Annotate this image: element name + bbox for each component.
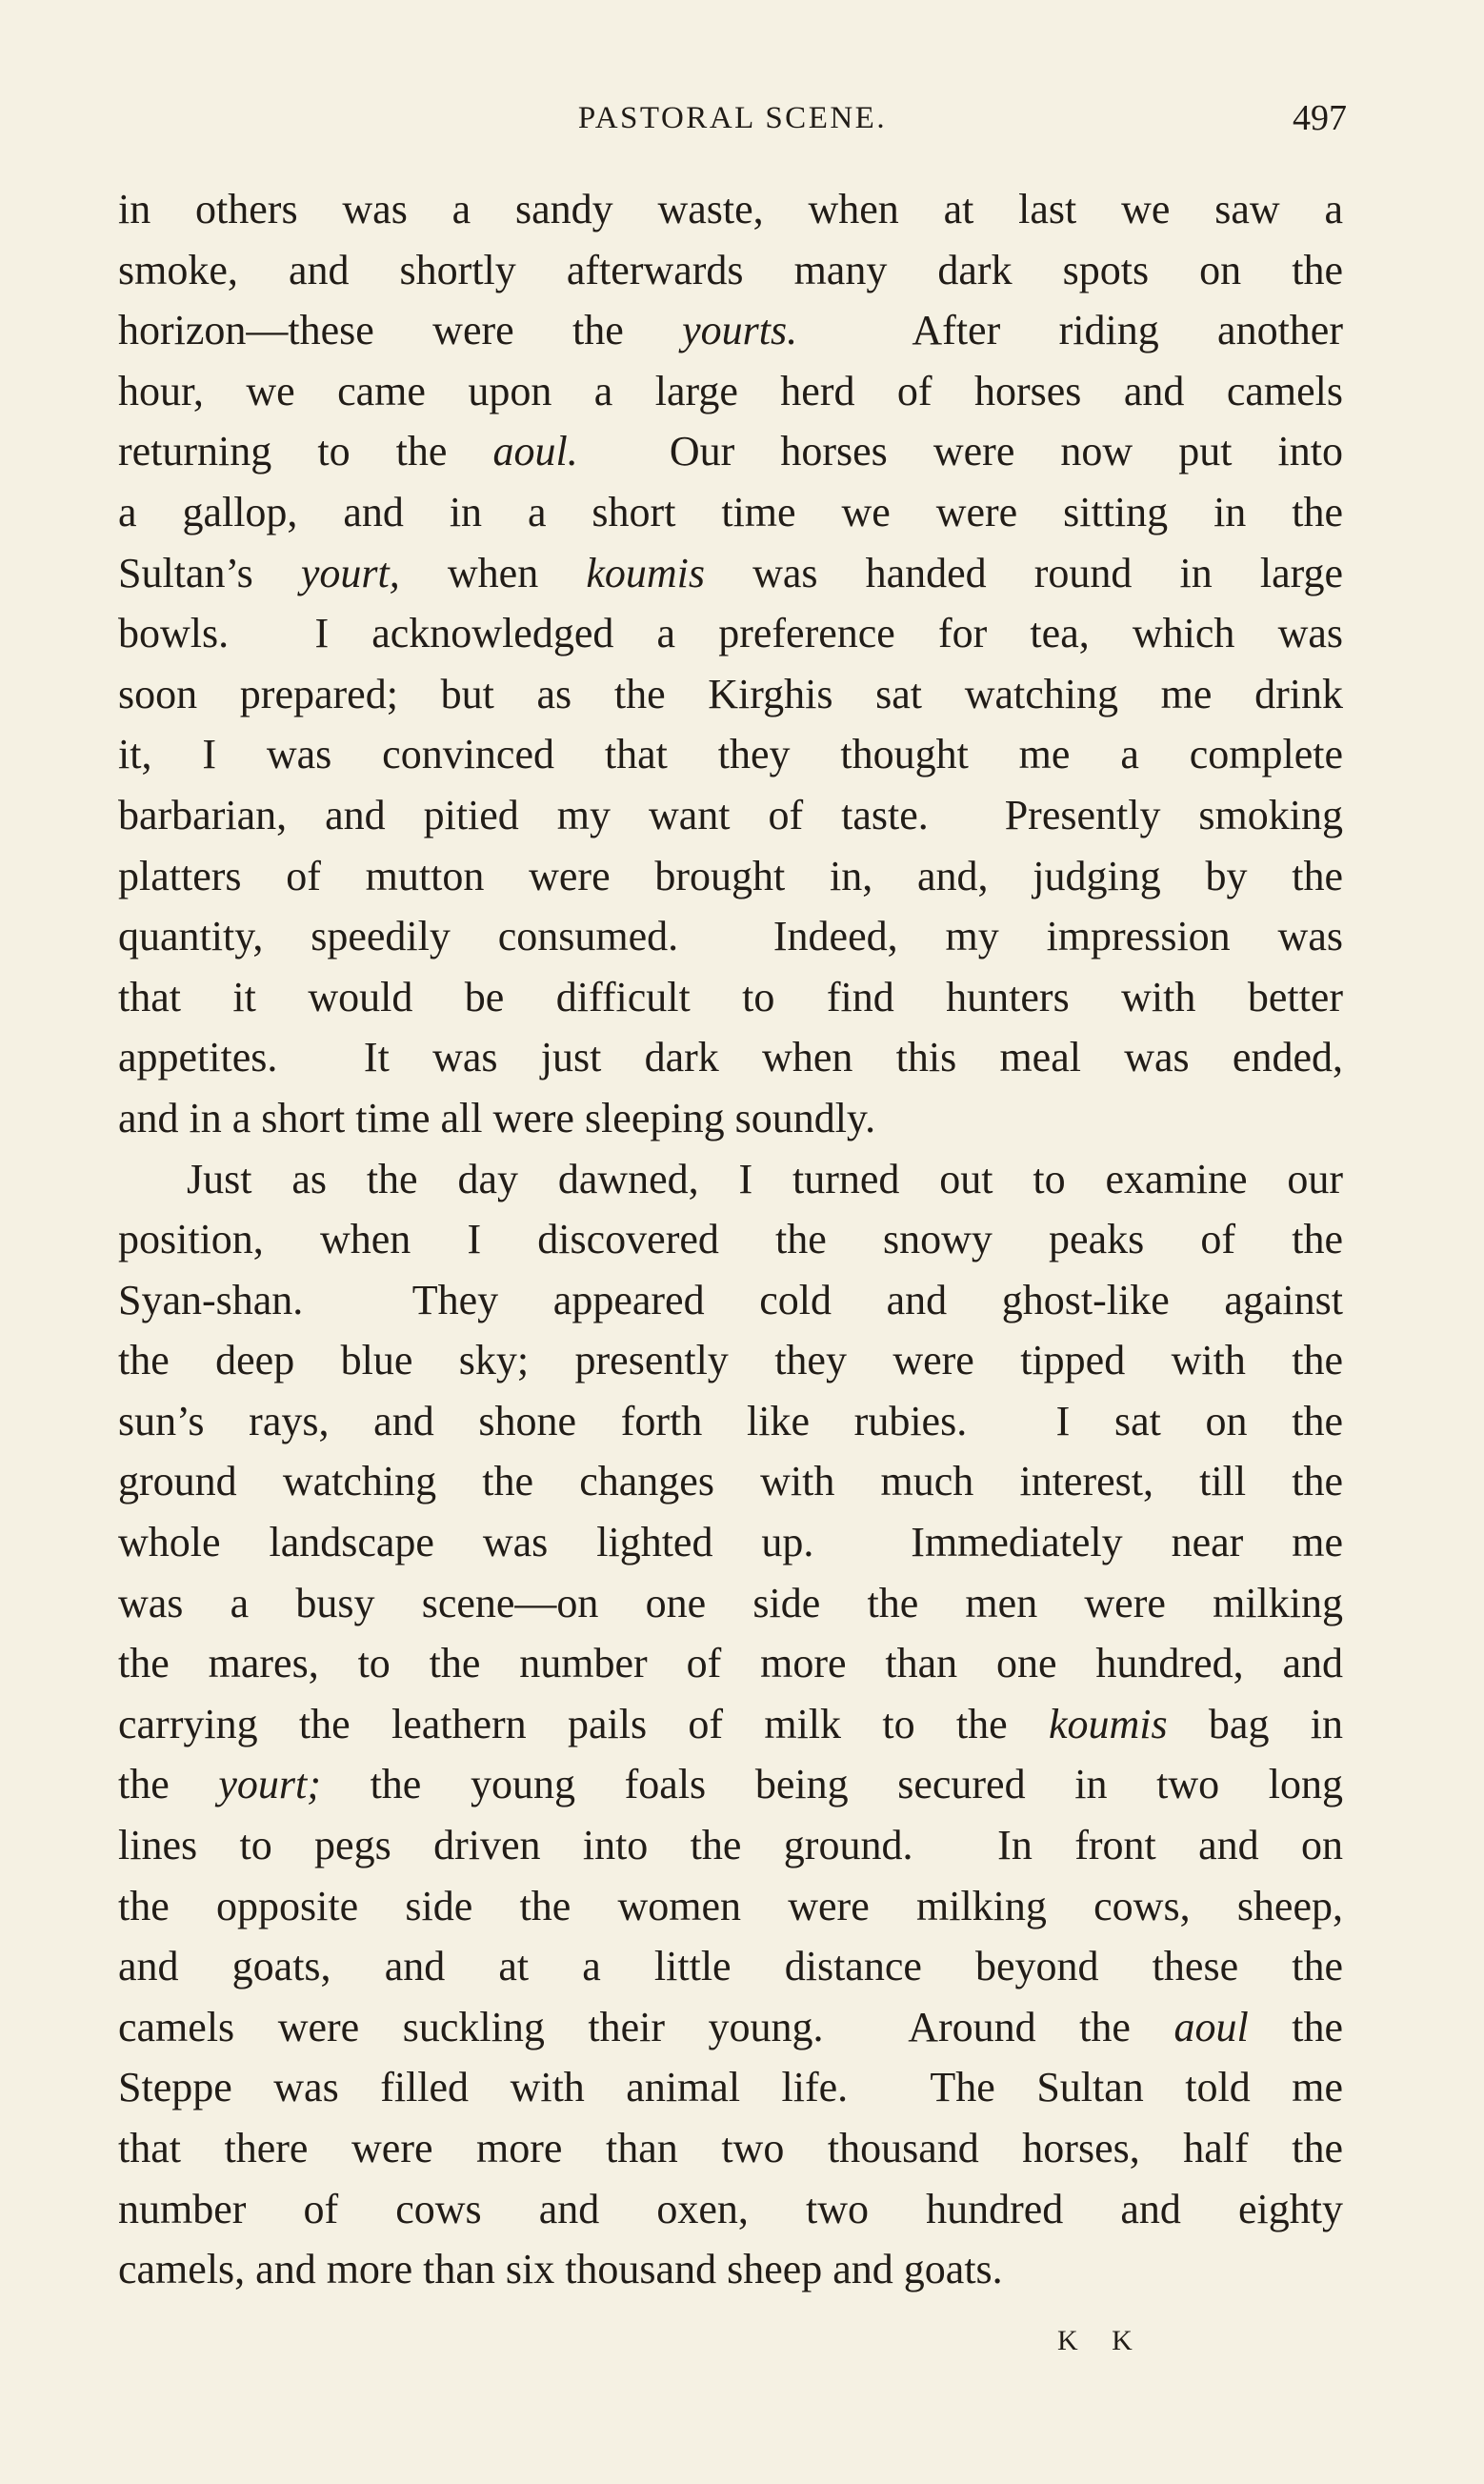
text-line [118, 240, 1343, 301]
signature-mark: K K [1057, 2325, 1146, 2356]
text-line [118, 1815, 1343, 1876]
text-run: the mares, to the number of more than one hundred, and [118, 1640, 1343, 1687]
text-run: platters of mutton were brought in, and, judging by the [118, 852, 1343, 899]
text-run: barbarian, and pitied my want of taste. Presently smoking [118, 791, 1343, 838]
text-line [118, 482, 1343, 543]
text-run: was a busy scene—on one side the men were milking [118, 1579, 1343, 1626]
text-line [118, 846, 1343, 907]
text-run: ground watching the changes with much interest, till the [118, 1458, 1343, 1505]
text-run: it, I was convinced that they thought me a complete [118, 731, 1343, 778]
text-line [118, 1209, 1343, 1270]
text-line [118, 1573, 1343, 1634]
text-run: the young foals being secured in two long [320, 1761, 1343, 1808]
text-run: a gallop, and in a short time we were sitting in the [118, 488, 1343, 535]
italic-word: yourts. [682, 307, 798, 354]
text-line [118, 664, 1343, 725]
text-run: horizon—these were the [118, 307, 683, 354]
text-run: whole landscape was lighted up. Immediately near me [118, 1519, 1343, 1566]
text-run: sun’s rays, and shone forth like rubies. I sat on the [118, 1397, 1343, 1444]
text-run: camels were suckling their young. Around the [118, 2003, 1174, 2050]
text-line [118, 1876, 1343, 1937]
text-run: bag in [1167, 1700, 1343, 1747]
italic-word: yourt, [300, 549, 400, 596]
text-run: the opposite side the women were milking cows, sheep, [118, 1882, 1343, 1929]
running-head [118, 95, 1347, 141]
body-text [118, 179, 1343, 2300]
text-line [118, 1330, 1343, 1391]
text-run: the [1248, 2003, 1343, 2050]
text-run: the deep blue sky; presently they were tipped with the [118, 1337, 1343, 1384]
text-run: smoke, and shortly afterwards many dark spots on the [118, 246, 1343, 293]
text-run: when [399, 549, 587, 596]
text-run: After riding another [797, 307, 1343, 354]
text-run: was handed round in large [704, 549, 1343, 596]
text-run: lines to pegs driven into the ground. In front and on [118, 1822, 1343, 1869]
text-line [118, 967, 1343, 1028]
text-line [118, 543, 1343, 604]
text-line [118, 1027, 1343, 1088]
text-line [118, 906, 1343, 967]
text-run: Sultan’s [118, 549, 301, 596]
text-line [118, 724, 1343, 785]
italic-word: aoul. [492, 428, 578, 475]
text-run: position, when I discovered the snowy peaks of the [118, 1216, 1343, 1263]
text-run: that it would be difficult to find hunters with better [118, 973, 1343, 1020]
text-line [118, 361, 1343, 422]
text-run: quantity, speedily consumed. Indeed, my impression was [118, 913, 1343, 960]
text-line [118, 1512, 1343, 1573]
text-line [118, 1270, 1343, 1331]
page-number: 497 [1293, 98, 1347, 138]
text-run: bowls. I acknowledged a preference for tea, which was [118, 610, 1343, 657]
text-line [118, 1633, 1343, 1694]
text-run: Our horses were now put into [577, 428, 1343, 475]
text-run: that there were more than two thousand horses, half the [118, 2125, 1343, 2171]
text-line [118, 421, 1343, 482]
text-line [118, 1088, 1343, 1149]
text-line [118, 1694, 1343, 1755]
text-line [118, 1391, 1343, 1452]
running-title: PASTORAL SCENE. [577, 101, 888, 135]
text-line [118, 2057, 1343, 2118]
italic-word: aoul [1173, 2003, 1249, 2050]
text-run: appetites. It was just dark when this meal was ended, [118, 1034, 1343, 1081]
text-run: Steppe was filled with animal life. The Sultan told me [118, 2064, 1343, 2111]
italic-word: koumis [1048, 1700, 1168, 1747]
text-run: Syan-shan. They appeared cold and ghost-like against [118, 1276, 1343, 1323]
text-line [118, 1997, 1343, 2058]
italic-word: koumis [586, 549, 705, 596]
text-run: the [118, 1761, 219, 1808]
italic-word: yourt; [218, 1761, 321, 1808]
text-line [118, 1451, 1343, 1512]
text-run: in others was a sandy waste, when at last we saw a [118, 186, 1343, 232]
text-run: and goats, and at a little distance beyond these the [118, 1943, 1343, 1990]
text-line [118, 2179, 1343, 2240]
text-line [118, 2239, 1343, 2300]
text-run: and in a short time all were sleeping soundly. [118, 1094, 876, 1141]
text-line [118, 300, 1343, 361]
text-line [118, 1936, 1343, 1997]
text-run: Just as the day dawned, I turned out to examine our [187, 1155, 1343, 1202]
text-line [118, 785, 1343, 846]
text-run: hour, we came upon a large herd of horses and camels [118, 367, 1343, 414]
text-line [118, 1754, 1343, 1815]
text-run: returning to the [118, 428, 493, 475]
text-line [118, 1149, 1343, 1210]
text-run: number of cows and oxen, two hundred and eighty [118, 2185, 1343, 2232]
text-run: soon prepared; but as the Kirghis sat watching me drink [118, 670, 1343, 717]
text-line [118, 603, 1343, 664]
text-line [118, 179, 1343, 240]
text-run: camels, and more than six thousand sheep and goats. [118, 2246, 1003, 2293]
text-line [118, 2118, 1343, 2179]
text-run: carrying the leathern pails of milk to the [118, 1700, 1049, 1747]
